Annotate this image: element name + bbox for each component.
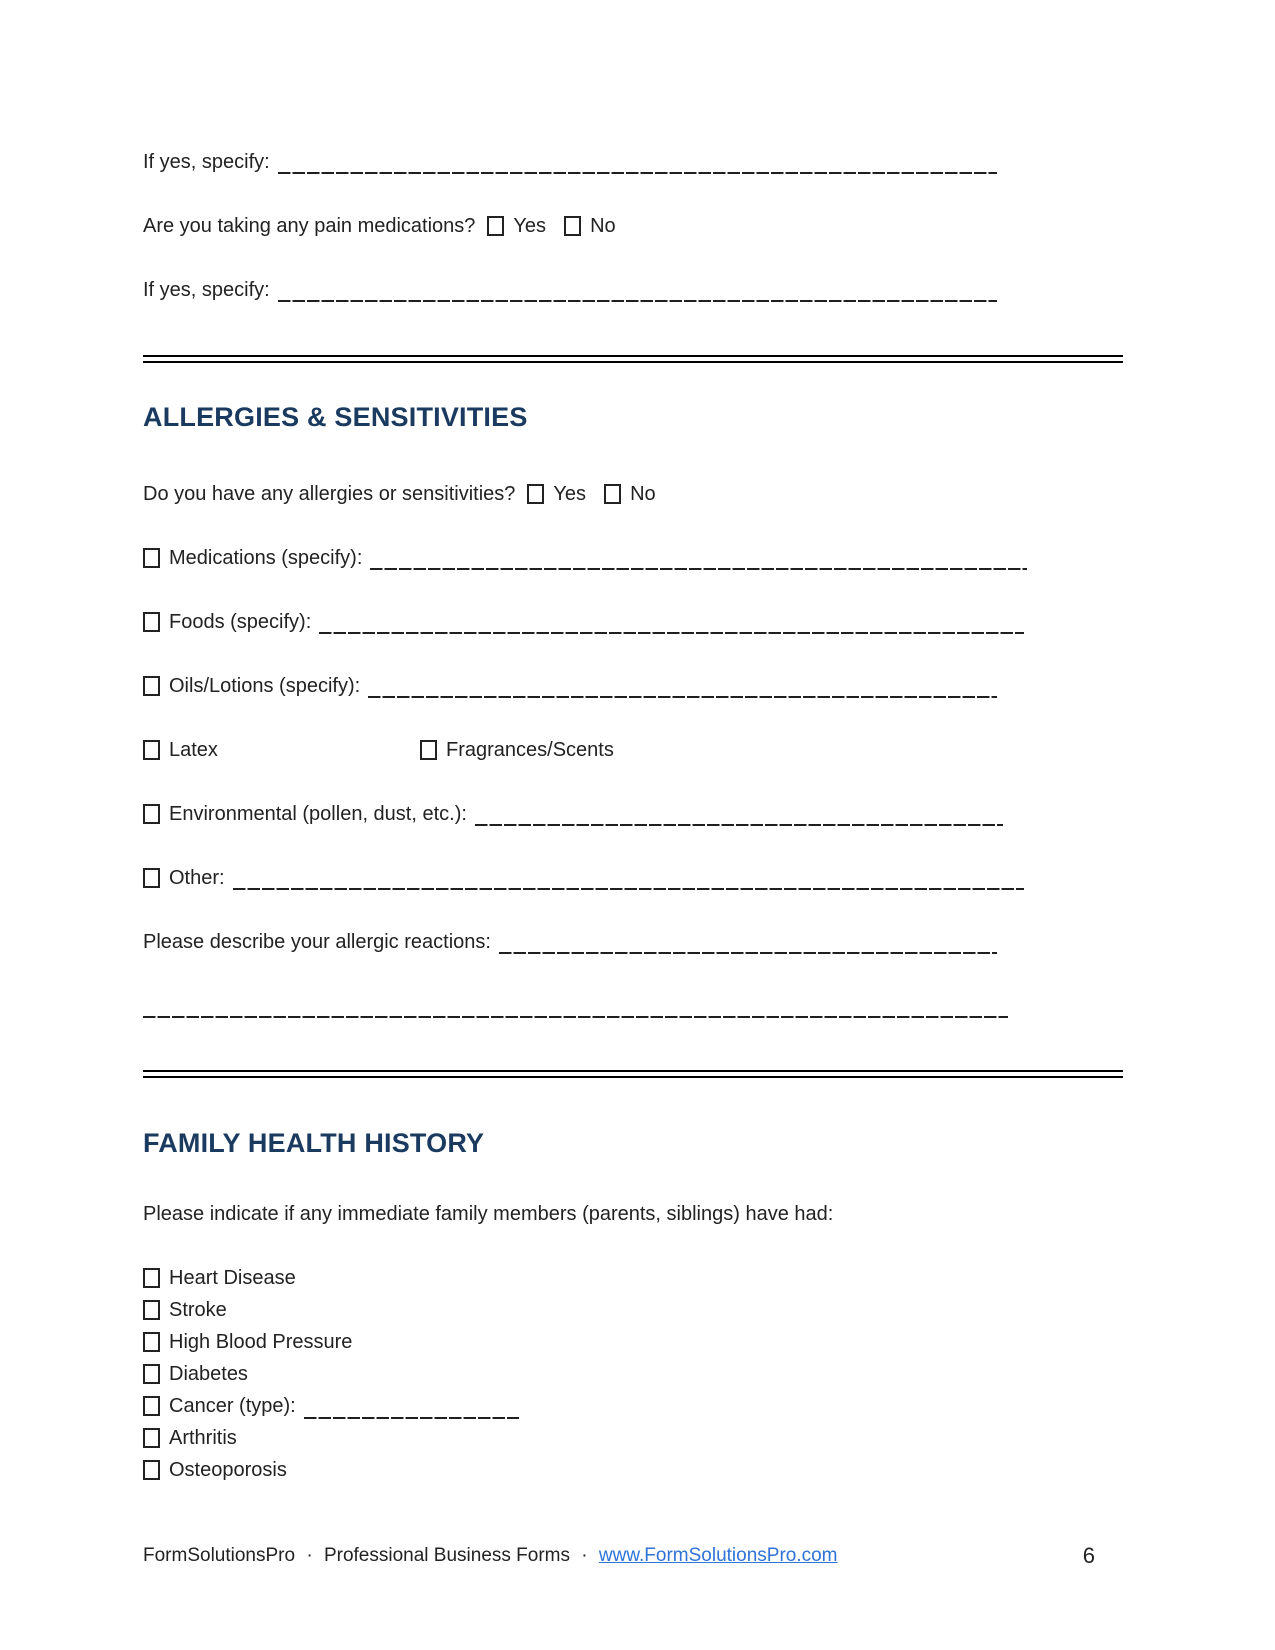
diabetes-checkbox[interactable] xyxy=(143,1364,160,1384)
footer-dot-2: · xyxy=(581,1545,588,1566)
other-line[interactable] xyxy=(233,866,1024,890)
allergies-no-checkbox[interactable] xyxy=(604,484,621,504)
stroke-label: Stroke xyxy=(169,1299,227,1321)
high-blood-pressure-row xyxy=(143,1326,1123,1358)
medications-line[interactable] xyxy=(370,546,1027,570)
family-section-title: FAMILY HEALTH HISTORY xyxy=(143,1128,485,1158)
oils-lotions-checkbox[interactable] xyxy=(143,676,160,696)
page-number: 6 xyxy=(1082,1543,1095,1568)
osteoporosis-label: Osteoporosis xyxy=(169,1459,287,1481)
latex-checkbox[interactable] xyxy=(143,740,160,760)
describe-reactions-line-2[interactable] xyxy=(143,994,1008,1018)
foods-checkbox[interactable] xyxy=(143,612,160,632)
diabetes-row xyxy=(143,1358,1123,1390)
foods-line[interactable] xyxy=(319,610,1024,634)
cancer-checkbox[interactable] xyxy=(143,1396,160,1416)
oils-lotions-row xyxy=(143,674,1123,698)
oils-lotions-line[interactable] xyxy=(368,674,997,698)
footer-link[interactable]: www.FormSolutionsPro.com xyxy=(598,1545,838,1566)
allergies-yes-checkbox[interactable] xyxy=(527,484,544,504)
environmental-line[interactable] xyxy=(475,802,1003,826)
family-intro-text: Please indicate if any immediate family members (parents, siblings) have had: xyxy=(143,1203,834,1225)
describe-reactions-row xyxy=(143,930,1123,954)
describe-reactions-line-1[interactable] xyxy=(499,930,997,954)
fragrances-item xyxy=(420,738,614,762)
footer-dot-1: · xyxy=(306,1545,313,1566)
pain-no-checkbox[interactable] xyxy=(564,216,581,236)
high-blood-pressure-checkbox[interactable] xyxy=(143,1332,160,1352)
if-yes-specify-label-2: If yes, specify: xyxy=(143,279,270,301)
pain-yes-checkbox[interactable] xyxy=(487,216,504,236)
osteoporosis-checkbox[interactable] xyxy=(143,1460,160,1480)
environmental-checkbox[interactable] xyxy=(143,804,160,824)
pain-no-label: No xyxy=(590,215,616,237)
if-yes-specify-row-1 xyxy=(143,150,1123,174)
other-checkbox[interactable] xyxy=(143,868,160,888)
medications-row xyxy=(143,546,1123,570)
if-yes-specify-line-1[interactable] xyxy=(278,150,997,174)
allergies-question: Do you have any allergies or sensitivities? xyxy=(143,483,516,505)
cancer-type-line[interactable] xyxy=(304,1399,519,1419)
medications-label: Medications (specify): xyxy=(169,547,363,569)
if-yes-specify-label-1: If yes, specify: xyxy=(143,151,270,173)
heart-disease-label: Heart Disease xyxy=(169,1267,296,1289)
heart-disease-checkbox[interactable] xyxy=(143,1268,160,1288)
allergies-question-row xyxy=(143,482,1123,506)
allergies-yes-label: Yes xyxy=(553,483,587,505)
section-divider-2 xyxy=(143,1070,1123,1078)
latex-label: Latex xyxy=(169,739,218,761)
section-divider-1 xyxy=(143,355,1123,363)
other-row xyxy=(143,866,1123,890)
arthritis-row xyxy=(143,1422,1123,1454)
latex-item xyxy=(143,738,420,762)
high-blood-pressure-label: High Blood Pressure xyxy=(169,1331,353,1353)
osteoporosis-row xyxy=(143,1454,1123,1486)
cancer-label: Cancer (type): xyxy=(169,1395,296,1417)
footer-tagline: Professional Business Forms xyxy=(323,1545,570,1566)
pain-medications-question-row xyxy=(143,214,1123,238)
foods-label: Foods (specify): xyxy=(169,611,312,633)
allergies-no-label: No xyxy=(630,483,656,505)
page-footer xyxy=(143,1544,1123,1568)
oils-lotions-label: Oils/Lotions (specify): xyxy=(169,675,361,697)
describe-reactions-overflow-row xyxy=(143,994,1123,1018)
other-label: Other: xyxy=(169,867,225,889)
stroke-checkbox[interactable] xyxy=(143,1300,160,1320)
pain-yes-label: Yes xyxy=(513,215,547,237)
fragrances-label: Fragrances/Scents xyxy=(446,739,614,761)
allergies-items xyxy=(143,506,1123,1018)
fragrances-checkbox[interactable] xyxy=(420,740,437,760)
medications-checkbox[interactable] xyxy=(143,548,160,568)
if-yes-specify-line-2[interactable] xyxy=(278,278,997,302)
pain-medications-question: Are you taking any pain medications? xyxy=(143,215,476,237)
arthritis-label: Arthritis xyxy=(169,1427,237,1449)
heart-disease-row xyxy=(143,1262,1123,1294)
arthritis-checkbox[interactable] xyxy=(143,1428,160,1448)
family-checklist xyxy=(143,1262,1123,1486)
stroke-row xyxy=(143,1294,1123,1326)
footer-brand: FormSolutionsPro xyxy=(143,1545,296,1566)
footer-text xyxy=(143,1544,838,1568)
cancer-row xyxy=(143,1390,1123,1422)
allergies-section-title: ALLERGIES & SENSITIVITIES xyxy=(143,402,528,432)
latex-fragrances-row xyxy=(143,738,1123,762)
diabetes-label: Diabetes xyxy=(169,1363,248,1385)
if-yes-specify-row-2 xyxy=(143,278,1123,302)
foods-row xyxy=(143,610,1123,634)
describe-reactions-label: Please describe your allergic reactions: xyxy=(143,931,491,953)
environmental-label: Environmental (pollen, dust, etc.): xyxy=(169,803,467,825)
environmental-row xyxy=(143,802,1123,826)
